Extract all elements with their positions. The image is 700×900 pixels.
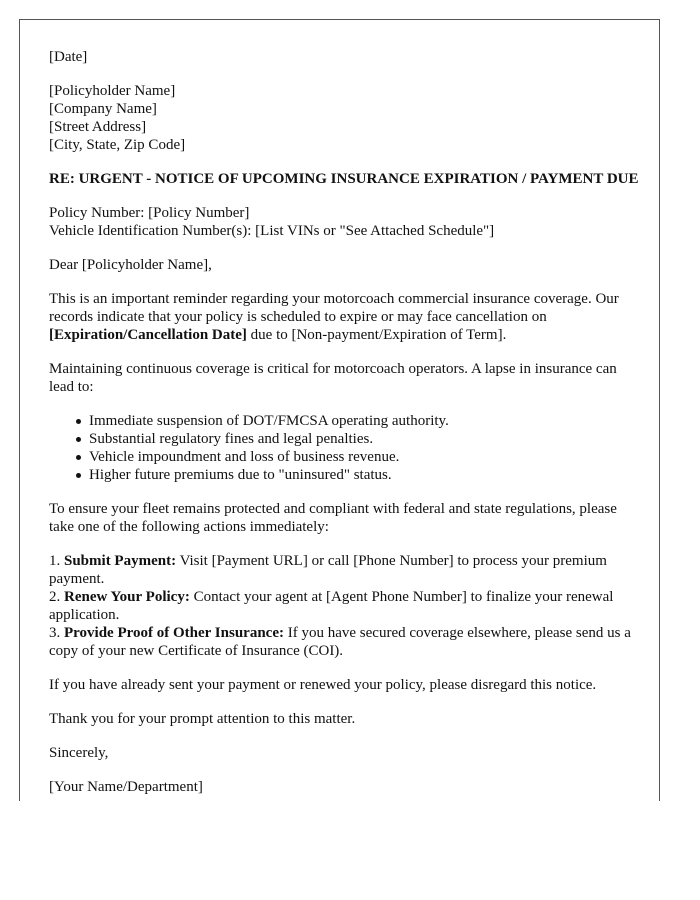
action-number: 1. bbox=[49, 553, 64, 569]
expiration-date: [Expiration/Cancellation Date] bbox=[49, 327, 247, 343]
salutation: Dear [Policyholder Name], bbox=[49, 257, 212, 273]
action-number: 3. bbox=[49, 625, 64, 641]
policy-details bbox=[49, 204, 639, 240]
list-item: Immediate suspension of DOT/FMCSA operating authority. bbox=[89, 412, 639, 430]
vehicle-id-numbers: Vehicle Identification Number(s): [List VINs or "See Attached Schedule"] bbox=[49, 223, 495, 239]
actions-intro-paragraph: To ensure your fleet remains protected and compliant with federal and state regulations, please take one of the following actions immediately: bbox=[49, 501, 617, 535]
action-title: Submit Payment: bbox=[64, 553, 177, 569]
action-title: Provide Proof of Other Insurance: bbox=[64, 625, 284, 641]
list-item: Vehicle impoundment and loss of business revenue. bbox=[89, 448, 639, 466]
recipient-address bbox=[49, 82, 639, 154]
disregard-paragraph: If you have already sent your payment or renewed your policy, please disregard this notice. bbox=[49, 677, 597, 693]
actions-list bbox=[49, 552, 639, 660]
action-text: Contact your agent at [Agent Phone Number] to finalize your renewal application. bbox=[49, 589, 614, 623]
letter-date: [Date] bbox=[49, 49, 88, 65]
letter-page bbox=[19, 19, 660, 801]
action-title: Renew Your Policy: bbox=[64, 589, 190, 605]
list-item: Higher future premiums due to "uninsured" status. bbox=[89, 466, 639, 484]
action-number: 2. bbox=[49, 589, 64, 605]
action-text: If you have secured coverage elsewhere, please send us a copy of your new Certificate of Insurance (COI). bbox=[49, 625, 631, 659]
subject-line: RE: URGENT - NOTICE OF UPCOMING INSURANCE EXPIRATION / PAYMENT DUE bbox=[49, 171, 639, 187]
thanks-paragraph: Thank you for your prompt attention to this matter. bbox=[49, 711, 356, 727]
action-item-proof-insurance bbox=[49, 624, 639, 660]
intro-text-before: This is an important reminder regarding your motorcoach commercial insurance coverage. Our records indicate that your policy is scheduled to expire or may face cancellation on bbox=[49, 291, 619, 325]
recipient-city: [City, State, Zip Code] bbox=[49, 137, 186, 153]
recipient-company: [Company Name] bbox=[49, 101, 157, 117]
action-item-submit-payment bbox=[49, 552, 639, 588]
list-item: Substantial regulatory fines and legal penalties. bbox=[89, 430, 639, 448]
consequences-list bbox=[49, 412, 639, 484]
closing-line: Sincerely, bbox=[49, 745, 109, 761]
policy-number: Policy Number: [Policy Number] bbox=[49, 205, 250, 221]
letter-body bbox=[49, 48, 639, 801]
intro-text-after: due to [Non-payment/Expiration of Term]. bbox=[246, 327, 507, 343]
action-item-renew-policy bbox=[49, 588, 639, 624]
recipient-name: [Policyholder Name] bbox=[49, 83, 176, 99]
intro-paragraph bbox=[49, 290, 639, 344]
lapse-intro-paragraph: Maintaining continuous coverage is critical for motorcoach operators. A lapse in insurance can lead to: bbox=[49, 361, 617, 395]
recipient-street: [Street Address] bbox=[49, 119, 147, 135]
date-line bbox=[49, 48, 639, 66]
signature-line: [Your Name/Department] bbox=[49, 779, 203, 795]
action-text: Visit [Payment URL] or call [Phone Number] to process your premium payment. bbox=[49, 553, 607, 587]
